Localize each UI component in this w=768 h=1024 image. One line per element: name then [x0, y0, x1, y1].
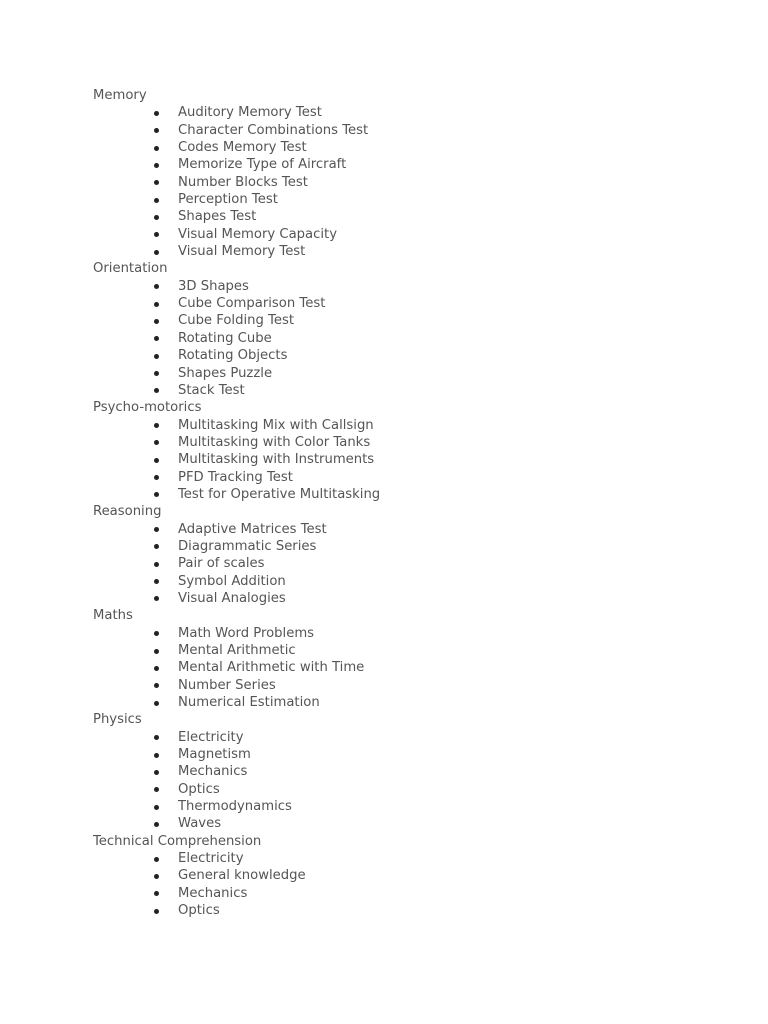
list-item-label: Multitasking with Color Tanks [178, 434, 371, 450]
section-item-list [93, 729, 693, 833]
list-item [93, 382, 693, 399]
list-item-label: Adaptive Matrices Test [178, 521, 327, 537]
list-item [93, 763, 693, 780]
list-item [93, 798, 693, 815]
list-item-label: Visual Analogies [178, 590, 286, 606]
bullet-icon [154, 701, 159, 706]
bullet-icon [154, 250, 159, 255]
list-item [93, 677, 693, 694]
list-item [93, 538, 693, 555]
list-item-label: Diagrammatic Series [178, 538, 317, 554]
list-item-label: Visual Memory Capacity [178, 226, 338, 242]
section [93, 87, 693, 260]
section-title: Maths [93, 608, 133, 624]
bullet-icon [154, 787, 159, 792]
list-item-label: Optics [178, 781, 220, 797]
list-item [93, 625, 693, 642]
section [93, 607, 693, 711]
list-item-label: Rotating Cube [178, 330, 272, 346]
list-item [93, 555, 693, 572]
section-title: Technical Comprehension [93, 833, 262, 849]
list-item [93, 208, 693, 225]
list-item-label: Optics [178, 903, 220, 919]
list-item-label: Auditory Memory Test [178, 105, 322, 121]
bullet-icon [154, 111, 159, 116]
bullet-icon [154, 336, 159, 341]
list-item [93, 122, 693, 139]
bullet-icon [154, 371, 159, 376]
bullet-icon [154, 891, 159, 896]
list-item-label: Number Series [178, 677, 276, 693]
bullet-icon [154, 319, 159, 324]
bullet-icon [154, 527, 159, 532]
list-item-label: Multitasking with Instruments [178, 452, 375, 468]
list-item-label: Cube Comparison Test [178, 296, 326, 312]
list-item [93, 312, 693, 329]
list-item-label: Pair of scales [178, 556, 265, 572]
section-item-list [93, 625, 693, 712]
bullet-icon [154, 180, 159, 185]
list-item-label: Character Combinations Test [178, 122, 369, 138]
list-item [93, 746, 693, 763]
list-item [93, 156, 693, 173]
list-item-label: Electricity [178, 851, 244, 867]
section [93, 260, 693, 399]
bullet-icon [154, 770, 159, 775]
bullet-icon [154, 683, 159, 688]
list-item-label: Number Blocks Test [178, 174, 308, 190]
list-item [93, 417, 693, 434]
list-item-label: Mental Arithmetic with Time [178, 660, 365, 676]
bullet-icon [154, 215, 159, 220]
section-title: Memory [93, 88, 147, 103]
list-item-label: Thermodynamics [178, 799, 292, 815]
list-item [93, 590, 693, 607]
list-item [93, 867, 693, 884]
list-item-label: Waves [178, 816, 222, 832]
bullet-icon [154, 753, 159, 758]
bullet-icon [154, 232, 159, 237]
bullet-icon [154, 631, 159, 636]
list-item-label: Magnetism [178, 747, 251, 763]
bullet-icon [154, 805, 159, 810]
list-item [93, 885, 693, 902]
list-item [93, 139, 693, 156]
list-item-label: Cube Folding Test [178, 313, 295, 329]
list-item [93, 694, 693, 711]
bullet-icon [154, 857, 159, 862]
section-title: Orientation [93, 261, 168, 277]
list-item [93, 104, 693, 121]
bullet-icon [154, 579, 159, 584]
section-item-list [93, 104, 693, 260]
document-body [93, 87, 693, 920]
list-item-label: PFD Tracking Test [178, 469, 293, 485]
bullet-icon [154, 146, 159, 151]
list-item [93, 815, 693, 832]
section-item-list [93, 521, 693, 608]
bullet-icon [154, 735, 159, 740]
list-item-label: Stack Test [178, 382, 245, 398]
list-item [93, 573, 693, 590]
list-item [93, 226, 693, 243]
bullet-icon [154, 423, 159, 428]
list-item-label: 3D Shapes [178, 278, 249, 294]
bullet-icon [154, 492, 159, 497]
list-item [93, 486, 693, 503]
section [93, 399, 693, 503]
list-item-label: Visual Memory Test [178, 244, 306, 260]
bullet-icon [154, 475, 159, 480]
list-item-label: Electricity [178, 729, 244, 745]
list-item [93, 243, 693, 260]
bullet-icon [154, 909, 159, 914]
list-item [93, 642, 693, 659]
list-item-label: General knowledge [178, 868, 306, 884]
bullet-icon [154, 822, 159, 827]
bullet-icon [154, 649, 159, 654]
list-item-label: Mental Arithmetic [178, 643, 296, 658]
list-item [93, 850, 693, 867]
list-item-label: Perception Test [178, 192, 278, 208]
bullet-icon [154, 128, 159, 133]
list-item [93, 347, 693, 364]
section-title: Reasoning [93, 504, 162, 520]
list-item [93, 295, 693, 312]
bullet-icon [154, 354, 159, 359]
list-item [93, 365, 693, 382]
list-item [93, 191, 693, 208]
list-item-label: Symbol Addition [178, 573, 286, 589]
bullet-icon [154, 562, 159, 567]
section-item-list [93, 278, 693, 399]
section [93, 833, 693, 920]
bullet-icon [154, 198, 159, 203]
section [93, 503, 693, 607]
list-item [93, 434, 693, 451]
list-item [93, 174, 693, 191]
list-item-label: Numerical Estimation [178, 695, 320, 711]
bullet-icon [154, 388, 159, 393]
list-item [93, 469, 693, 486]
list-item [93, 330, 693, 347]
list-item-label: Test for Operative Multitasking [178, 486, 381, 502]
list-item [93, 278, 693, 295]
list-item [93, 729, 693, 746]
bullet-icon [154, 163, 159, 168]
list-item [93, 451, 693, 468]
bullet-icon [154, 440, 159, 445]
list-item-label: Shapes Test [178, 209, 257, 225]
bullet-icon [154, 302, 159, 307]
bullet-icon [154, 458, 159, 463]
list-item-label: Mechanics [178, 764, 248, 780]
list-item-label: Mechanics [178, 885, 248, 901]
list-item-label: Rotating Objects [178, 348, 288, 364]
list-item-label: Math Word Problems [178, 625, 315, 641]
section-title: Psycho-motorics [93, 400, 202, 416]
bullet-icon [154, 544, 159, 549]
section-item-list [93, 850, 693, 919]
bullet-icon [154, 874, 159, 879]
list-item [93, 521, 693, 538]
list-item-label: Codes Memory Test [178, 140, 307, 156]
list-item-label: Shapes Puzzle [178, 365, 273, 381]
section-item-list [93, 417, 693, 504]
list-item [93, 659, 693, 676]
bullet-icon [154, 666, 159, 671]
list-item [93, 781, 693, 798]
list-item [93, 902, 693, 919]
list-item-label: Memorize Type of Aircraft [178, 157, 347, 173]
bullet-icon [154, 596, 159, 601]
list-item-label: Multitasking Mix with Callsign [178, 417, 374, 433]
section-title: Physics [93, 712, 142, 728]
section [93, 711, 693, 832]
bullet-icon [154, 284, 159, 289]
